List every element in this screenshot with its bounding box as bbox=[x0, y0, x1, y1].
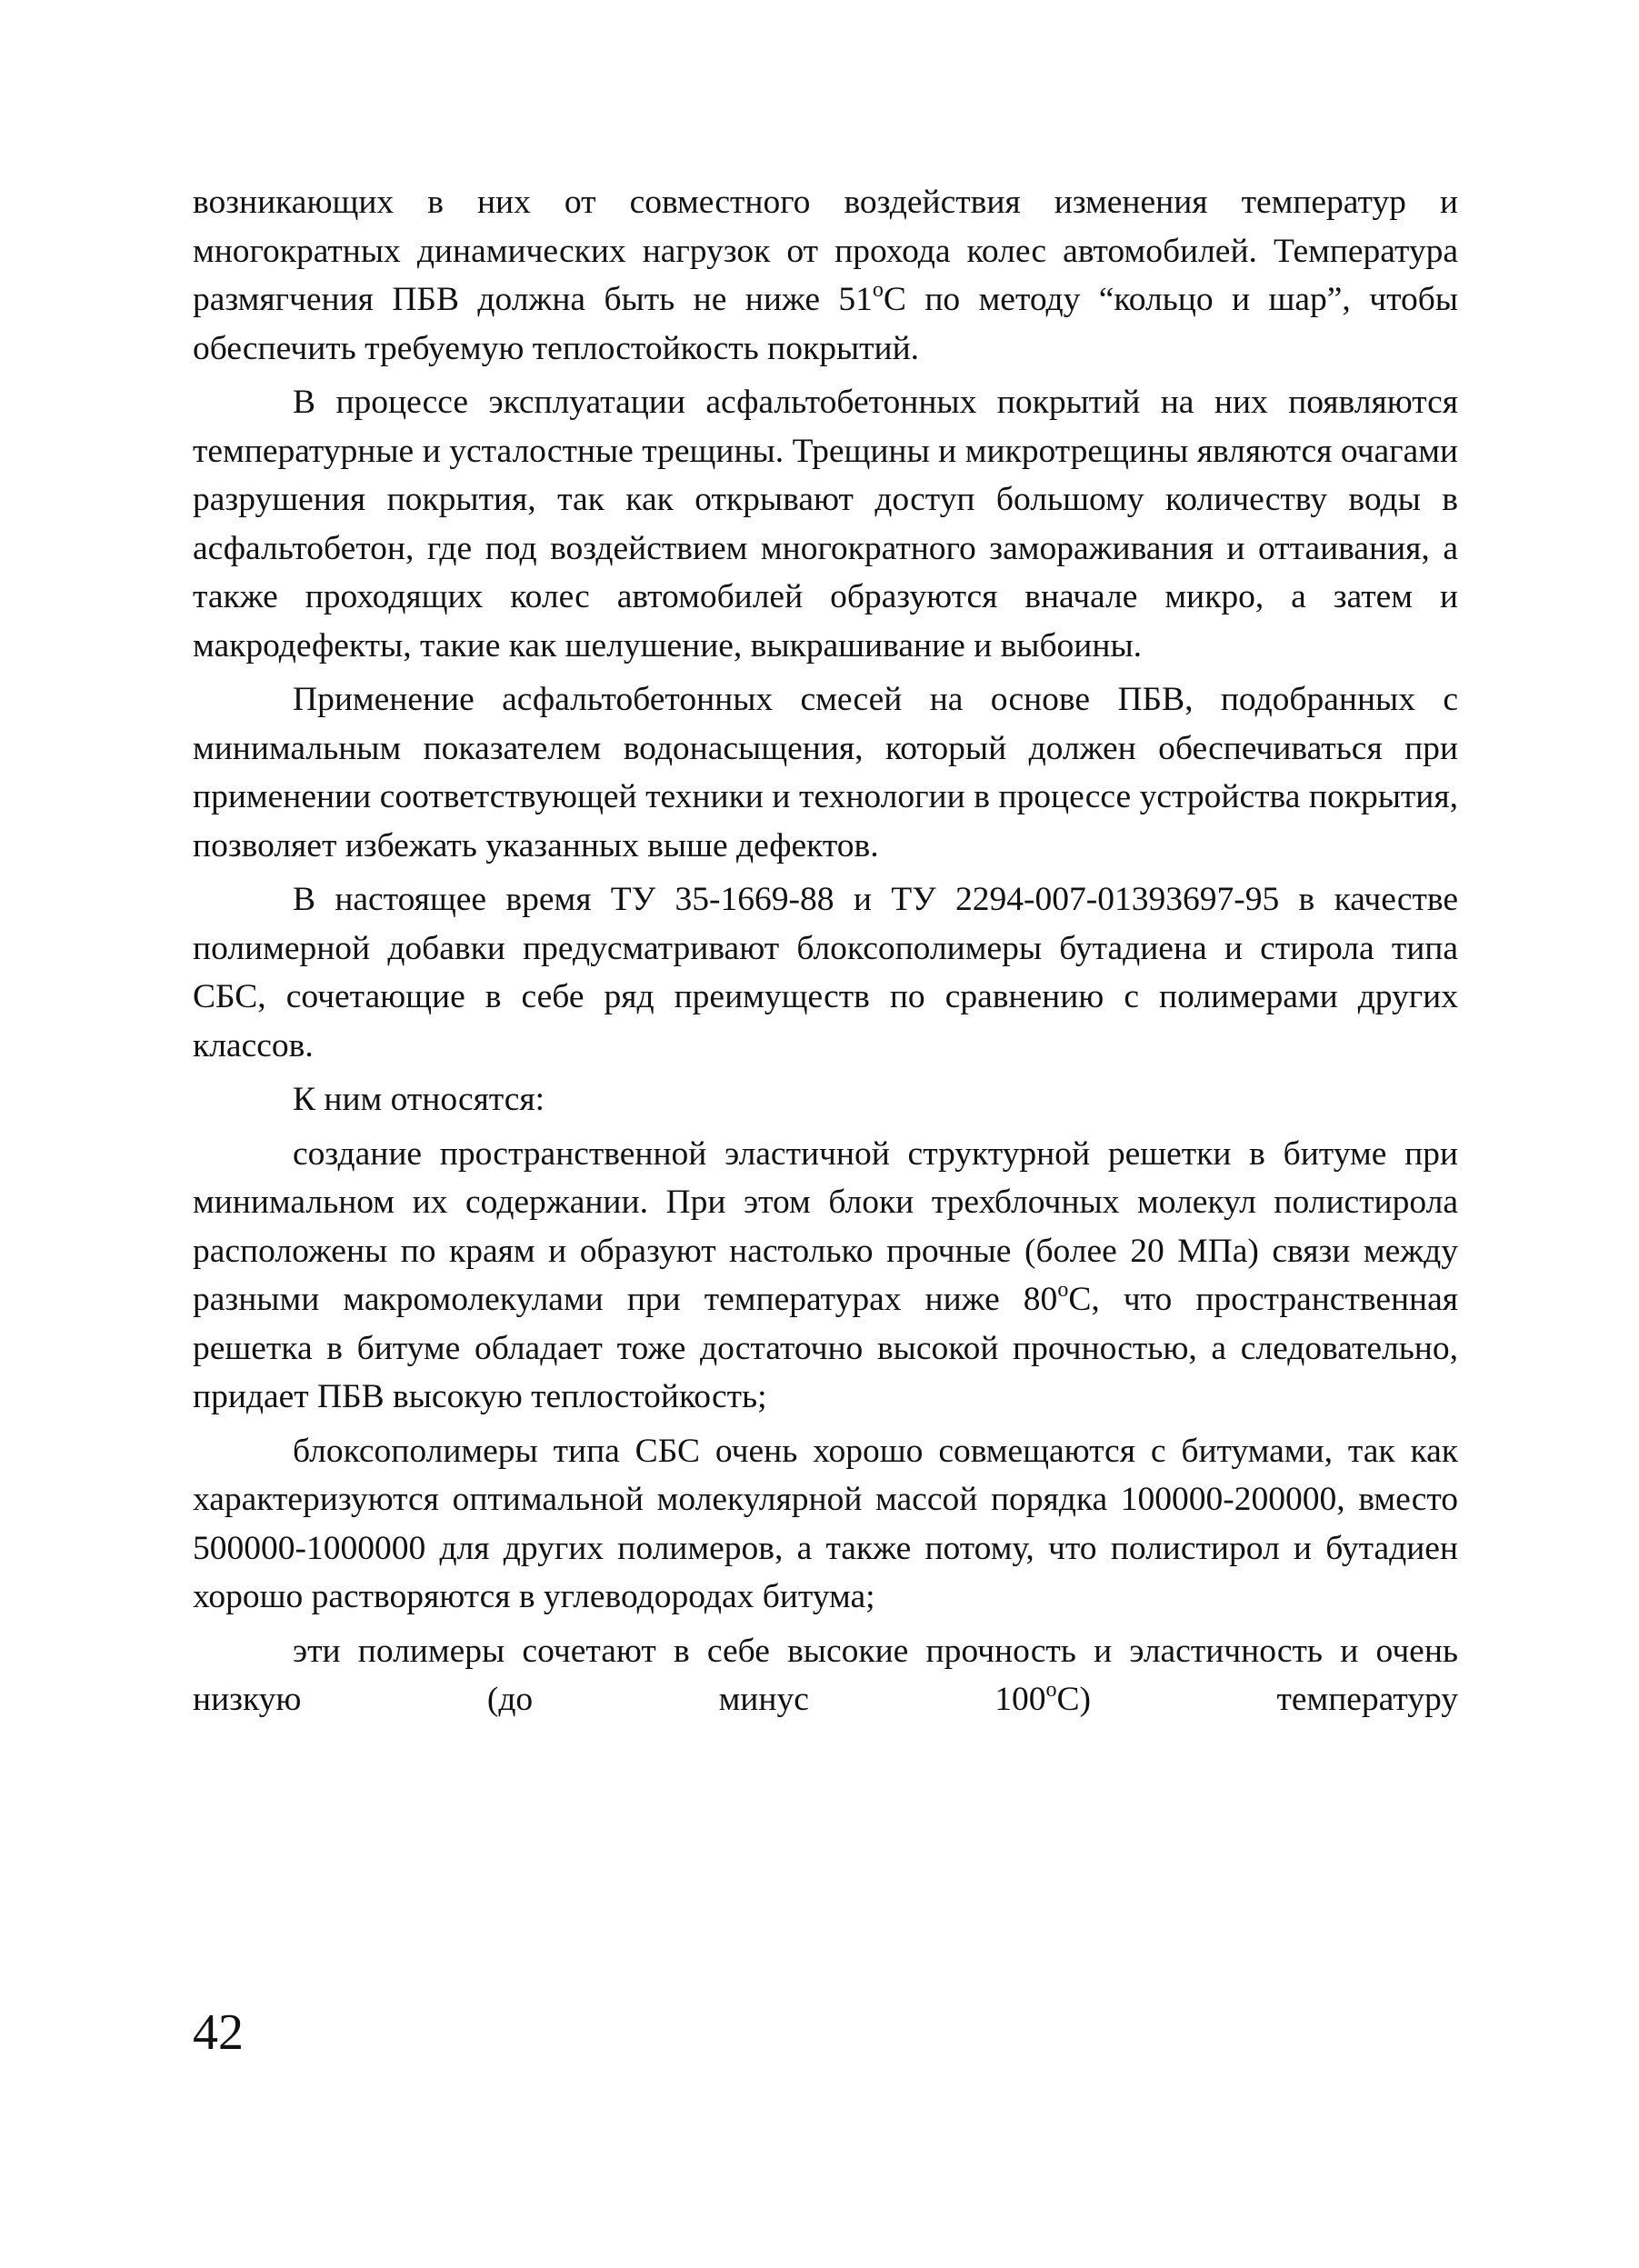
paragraph-text: Применение асфальтобетонных смесей на основе ПБВ, подобранных с минимальным показателем водонасыщения, который должен обеспечиваться при применении соответствующей техники и технологии в процессе устройства покрытия, позволяет избежать указанных выше дефектов. bbox=[193, 681, 1458, 864]
degree-mark: о bbox=[1045, 1678, 1057, 1703]
paragraph-3 bbox=[193, 675, 1458, 870]
paragraph-2 bbox=[193, 378, 1458, 670]
paragraph-text: С, что пространственная решетка в битуме обладает тоже достаточно высокой прочностью, а следовательно, придает ПБВ высокую теплостойкость; bbox=[193, 1281, 1458, 1415]
paragraph-5 bbox=[193, 1075, 1458, 1124]
paragraph-text: В процессе эксплуатации асфальтобетонных покрытий на них появляются температурные и усталостные трещины. Трещины и микротрещины являются очагами разрушения покрытия, так как открывают доступ большому количеству воды в асфальтобетон, где под воздействием многократного замораживания и оттаивания, а также проходящих колес автомобилей образуются вначале микро, а затем и макродефекты, такие как шелушение, выкрашивание и выбоины. bbox=[193, 384, 1458, 664]
paragraph-text: создание пространственной эластичной структурной решетки в битуме при минимальном их содержании. При этом блоки трехблочных молекул полистирола расположены по краям и образуют настолько прочные (более 20 МПа) связи между разными макромолекулами при температурах ниже 80 bbox=[193, 1134, 1458, 1318]
degree-mark: о bbox=[1057, 1278, 1069, 1303]
page-number: 42 bbox=[193, 2004, 244, 2061]
paragraph-8 bbox=[193, 1627, 1458, 1724]
paragraph-text: С) температуру bbox=[1056, 1681, 1458, 1718]
paragraph-text: блоксополимеры типа СБС очень хорошо совмещаются с битумами, так как характеризуются оптимальной молекулярной массой порядка 100000-200000, вместо 500000-1000000 для других полимеров, а также потому, что полистирол и бутадиен хорошо растворяются в углеводородах битума; bbox=[193, 1432, 1458, 1615]
degree-mark: о bbox=[872, 278, 884, 303]
paragraph-7 bbox=[193, 1427, 1458, 1622]
paragraph-text: возникающих в них от совместного воздействия изменения температур и многократных динамических нагрузок от прохода колес автомобилей. Температура размягчения ПБВ должна быть не ниже 51 bbox=[193, 184, 1458, 318]
paragraph-text: К ним относятся: bbox=[293, 1081, 545, 1118]
paragraph-text: С по методу “кольцо и шар”, чтобы обеспечить требуемую теплостойкость покрытий. bbox=[193, 281, 1458, 367]
paragraph-text: В настоящее время ТУ 35-1669-88 и ТУ 2294-007-01393697-95 в качестве полимерной добавки предусматривают блоксополимеры бутадиена и стирола типа СБС, сочетающие в себе ряд преимуществ по сравнению с полимерами других классов. bbox=[193, 881, 1458, 1064]
page-body bbox=[193, 178, 1458, 1724]
paragraph-6 bbox=[193, 1130, 1458, 1422]
paragraph-4 bbox=[193, 875, 1458, 1070]
paragraph-text: эти полимеры сочетают в себе высокие прочность и эластичность и очень низкую (до минус 100 bbox=[193, 1632, 1458, 1718]
paragraph-1 bbox=[193, 178, 1458, 373]
